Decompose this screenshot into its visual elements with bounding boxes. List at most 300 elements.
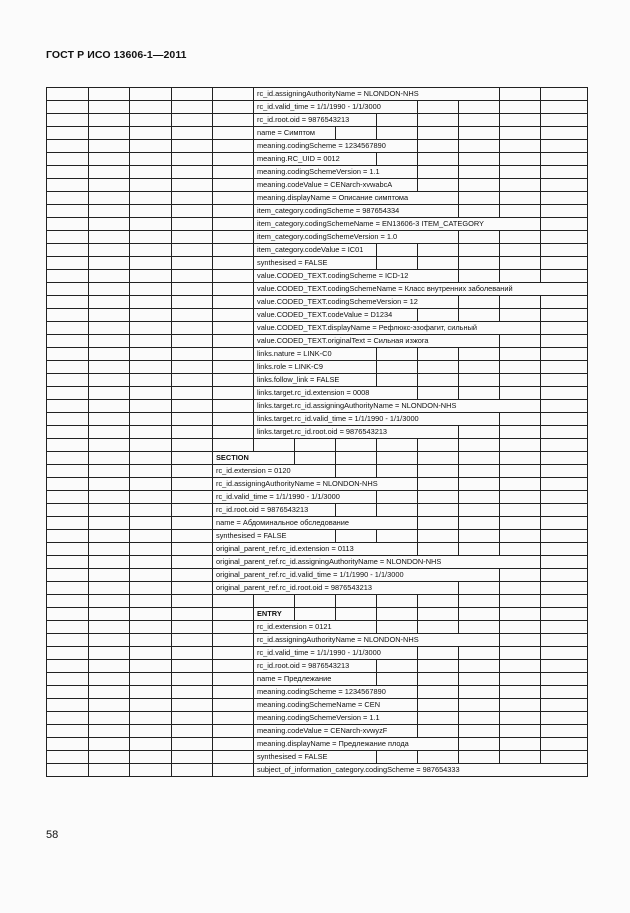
empty-cell — [130, 192, 172, 205]
empty-cell — [172, 205, 213, 218]
attribute-cell — [254, 685, 418, 698]
cell-text: links.target.rc_id.extension = 0008 — [257, 388, 370, 397]
empty-cell — [213, 205, 254, 218]
empty-cell — [172, 750, 213, 763]
empty-cell — [172, 413, 213, 426]
empty-cell — [130, 737, 172, 750]
table-row — [47, 205, 588, 218]
attribute-cell — [254, 179, 418, 192]
empty-cell — [130, 322, 172, 335]
table-row — [47, 361, 588, 374]
cell-text: meaning.codingScheme = 1234567890 — [257, 686, 386, 696]
empty-cell — [541, 464, 588, 477]
empty-cell — [47, 413, 89, 426]
data-table — [46, 87, 588, 777]
empty-cell — [377, 361, 418, 374]
empty-cell — [459, 153, 500, 166]
empty-cell — [47, 698, 89, 711]
empty-cell — [459, 724, 500, 737]
empty-cell — [418, 114, 459, 127]
empty-cell — [377, 529, 418, 542]
empty-cell — [89, 257, 130, 270]
empty-cell — [459, 127, 500, 140]
empty-cell — [541, 737, 588, 750]
empty-cell — [172, 633, 213, 646]
cell-text: links.target.rc_id.valid_time = 1/1/1990 - 1/1/3000 — [257, 414, 419, 423]
empty-cell — [541, 516, 588, 529]
empty-cell — [213, 711, 254, 724]
empty-cell — [47, 685, 89, 698]
empty-cell — [418, 166, 459, 179]
empty-cell — [541, 659, 588, 672]
empty-cell — [541, 114, 588, 127]
empty-cell — [213, 633, 254, 646]
empty-cell — [541, 594, 588, 607]
empty-cell — [130, 101, 172, 114]
table-row — [47, 568, 588, 581]
empty-cell — [172, 672, 213, 685]
empty-cell — [172, 426, 213, 439]
empty-cell — [459, 581, 500, 594]
table-row — [47, 309, 588, 322]
empty-cell — [130, 464, 172, 477]
table-row — [47, 490, 588, 503]
empty-cell — [89, 737, 130, 750]
empty-cell — [47, 218, 89, 231]
empty-cell — [500, 335, 541, 348]
empty-cell — [89, 685, 130, 698]
empty-cell — [130, 620, 172, 633]
empty-cell — [500, 633, 541, 646]
cell-text: value.CODED_TEXT.displayName = Рефлюкс-эзофагит, сильный — [257, 323, 478, 332]
empty-cell — [459, 685, 500, 698]
table-row — [47, 179, 588, 192]
empty-cell — [89, 763, 130, 776]
empty-cell — [541, 672, 588, 685]
empty-cell — [459, 594, 500, 607]
table-row — [47, 659, 588, 672]
empty-cell — [130, 166, 172, 179]
empty-cell — [47, 477, 89, 490]
cell-text: synthesised = FALSE — [257, 258, 328, 267]
empty-cell — [500, 257, 541, 270]
table-body — [47, 88, 588, 777]
empty-cell — [213, 750, 254, 763]
cell-text: rc_id.extension = 0120 — [216, 465, 291, 475]
empty-cell — [500, 620, 541, 633]
empty-cell — [459, 737, 500, 750]
empty-cell — [47, 101, 89, 114]
empty-cell — [47, 737, 89, 750]
attribute-cell — [213, 503, 336, 516]
cell-text: ENTRY — [257, 608, 282, 618]
empty-cell — [541, 607, 588, 620]
empty-cell — [47, 374, 89, 387]
attribute-cell — [254, 114, 377, 127]
empty-cell — [130, 503, 172, 516]
empty-cell — [172, 218, 213, 231]
empty-cell — [89, 581, 130, 594]
empty-cell — [500, 516, 541, 529]
empty-cell — [172, 348, 213, 361]
empty-cell — [418, 698, 459, 711]
empty-cell — [541, 711, 588, 724]
empty-cell — [500, 205, 541, 218]
empty-cell — [130, 114, 172, 127]
cell-text: rc_id.root.oid = 9876543213 — [216, 504, 309, 514]
cell-text: name = Абдоминальное обследование — [216, 517, 349, 527]
attribute-cell — [254, 101, 418, 114]
empty-cell — [418, 127, 459, 140]
cell-text: links.role = LINK-C9 — [257, 362, 323, 371]
empty-cell — [541, 270, 588, 283]
table-row — [47, 153, 588, 166]
empty-cell — [172, 542, 213, 555]
empty-cell — [541, 257, 588, 270]
attribute-cell — [213, 568, 500, 581]
empty-cell — [418, 594, 459, 607]
empty-cell — [89, 724, 130, 737]
empty-cell — [500, 477, 541, 490]
empty-cell — [541, 620, 588, 633]
empty-cell — [89, 309, 130, 322]
cell-text: original_parent_ref.rc_id.valid_time = 1/1/1990 - 1/1/3000 — [216, 569, 404, 579]
empty-cell — [500, 101, 541, 114]
table-row — [47, 400, 588, 413]
attribute-cell — [254, 231, 459, 244]
empty-cell — [213, 335, 254, 348]
empty-cell — [459, 542, 500, 555]
attribute-cell — [213, 529, 336, 542]
empty-cell — [500, 581, 541, 594]
empty-cell — [459, 503, 500, 516]
table-row — [47, 750, 588, 763]
empty-cell — [172, 724, 213, 737]
empty-cell — [47, 633, 89, 646]
empty-cell — [500, 296, 541, 309]
empty-cell — [541, 166, 588, 179]
empty-cell — [459, 698, 500, 711]
cell-text: meaning.codingScheme = 1234567890 — [257, 141, 386, 150]
table-row — [47, 322, 588, 335]
empty-cell — [130, 283, 172, 296]
table-row — [47, 633, 588, 646]
empty-cell — [130, 451, 172, 464]
empty-cell — [89, 607, 130, 620]
empty-cell — [459, 464, 500, 477]
empty-cell — [213, 322, 254, 335]
empty-cell — [47, 88, 89, 101]
empty-cell — [213, 283, 254, 296]
empty-cell — [213, 192, 254, 205]
empty-cell — [47, 283, 89, 296]
empty-cell — [377, 451, 418, 464]
empty-cell — [541, 244, 588, 257]
table-row — [47, 516, 588, 529]
empty-cell — [418, 374, 459, 387]
table-row — [47, 244, 588, 257]
empty-cell — [89, 270, 130, 283]
empty-cell — [418, 620, 459, 633]
empty-cell — [130, 400, 172, 413]
empty-cell — [418, 153, 459, 166]
empty-cell — [172, 503, 213, 516]
empty-cell — [130, 659, 172, 672]
attribute-cell — [254, 335, 500, 348]
attribute-cell — [254, 413, 500, 426]
empty-cell — [377, 127, 418, 140]
empty-cell — [500, 529, 541, 542]
empty-cell — [130, 568, 172, 581]
empty-cell — [130, 361, 172, 374]
empty-cell — [500, 374, 541, 387]
empty-cell — [130, 140, 172, 153]
empty-cell — [130, 348, 172, 361]
table-row — [47, 529, 588, 542]
table-row — [47, 101, 588, 114]
empty-cell — [213, 309, 254, 322]
attribute-cell — [254, 711, 418, 724]
empty-cell — [500, 685, 541, 698]
attribute-cell — [254, 426, 459, 439]
empty-cell — [47, 205, 89, 218]
table-row — [47, 426, 588, 439]
empty-cell — [500, 127, 541, 140]
empty-cell — [172, 114, 213, 127]
empty-cell — [47, 361, 89, 374]
empty-cell — [500, 387, 541, 400]
empty-cell — [500, 503, 541, 516]
empty-cell — [89, 464, 130, 477]
table-row — [47, 283, 588, 296]
empty-cell — [172, 659, 213, 672]
empty-cell — [172, 763, 213, 776]
empty-cell — [377, 244, 418, 257]
table-row — [47, 439, 588, 452]
empty-cell — [459, 607, 500, 620]
empty-cell — [459, 231, 500, 244]
empty-cell — [172, 335, 213, 348]
empty-cell — [500, 439, 541, 452]
empty-cell — [130, 426, 172, 439]
table-row — [47, 166, 588, 179]
empty-cell — [172, 283, 213, 296]
empty-cell — [541, 88, 588, 101]
empty-cell — [418, 529, 459, 542]
empty-cell — [377, 750, 418, 763]
empty-cell — [418, 361, 459, 374]
attribute-cell — [254, 387, 418, 400]
empty-cell — [130, 477, 172, 490]
empty-cell — [377, 607, 418, 620]
empty-cell — [130, 387, 172, 400]
empty-cell — [172, 244, 213, 257]
cell-text: rc_id.assigningAuthorityName = NLONDON-NHS — [257, 89, 419, 98]
table-row — [47, 387, 588, 400]
empty-cell — [336, 594, 377, 607]
empty-cell — [89, 361, 130, 374]
cell-text: synthesised = FALSE — [216, 530, 287, 540]
empty-cell — [172, 620, 213, 633]
empty-cell — [459, 374, 500, 387]
empty-cell — [213, 101, 254, 114]
empty-cell — [89, 296, 130, 309]
empty-cell — [172, 127, 213, 140]
table-row — [47, 646, 588, 659]
empty-cell — [377, 374, 418, 387]
empty-cell — [213, 218, 254, 231]
empty-cell — [500, 244, 541, 257]
empty-cell — [418, 101, 459, 114]
cell-text: links.target.rc_id.assigningAuthorityName = NLONDON-NHS — [257, 401, 457, 410]
empty-cell — [541, 101, 588, 114]
attribute-cell — [254, 257, 377, 270]
table-row — [47, 672, 588, 685]
empty-cell — [89, 179, 130, 192]
attribute-cell — [254, 620, 377, 633]
empty-cell — [213, 270, 254, 283]
table-row — [47, 114, 588, 127]
section-label — [213, 451, 295, 464]
empty-cell — [89, 698, 130, 711]
attribute-cell — [213, 477, 418, 490]
empty-cell — [459, 179, 500, 192]
empty-cell — [89, 244, 130, 257]
attribute-cell — [254, 309, 418, 322]
empty-cell — [213, 296, 254, 309]
empty-cell — [541, 439, 588, 452]
cell-text: meaning.RC_UID = 0012 — [257, 154, 340, 163]
empty-cell — [500, 114, 541, 127]
empty-cell — [459, 309, 500, 322]
empty-cell — [89, 153, 130, 166]
empty-cell — [541, 698, 588, 711]
empty-cell — [89, 335, 130, 348]
cell-text: rc_id.assigningAuthorityName = NLONDON-NHS — [216, 478, 378, 488]
empty-cell — [500, 361, 541, 374]
cell-text: meaning.codingSchemeName = CEN — [257, 699, 381, 709]
empty-cell — [130, 516, 172, 529]
empty-cell — [172, 594, 213, 607]
cell-text: value.CODED_TEXT.codingScheme = ICD-12 — [257, 271, 409, 280]
empty-cell — [459, 516, 500, 529]
empty-cell — [47, 646, 89, 659]
empty-cell — [213, 244, 254, 257]
empty-cell — [130, 127, 172, 140]
empty-cell — [459, 244, 500, 257]
empty-cell — [213, 231, 254, 244]
empty-cell — [377, 659, 418, 672]
empty-cell — [541, 140, 588, 153]
attribute-cell — [254, 672, 377, 685]
empty-cell — [47, 503, 89, 516]
cell-text: meaning.displayName = Предлежание плода — [257, 738, 409, 748]
attribute-cell — [254, 153, 377, 166]
empty-cell — [47, 724, 89, 737]
attribute-cell — [254, 140, 418, 153]
empty-cell — [541, 503, 588, 516]
empty-cell — [459, 646, 500, 659]
table-row — [47, 464, 588, 477]
cell-text: meaning.codeValue = CENarch-xvwyzF — [257, 725, 388, 735]
empty-cell — [541, 490, 588, 503]
empty-cell — [130, 179, 172, 192]
empty-cell — [500, 179, 541, 192]
empty-cell — [130, 750, 172, 763]
empty-cell — [213, 724, 254, 737]
empty-cell — [377, 503, 418, 516]
empty-cell — [47, 309, 89, 322]
empty-cell — [130, 763, 172, 776]
empty-cell — [418, 451, 459, 464]
empty-cell — [130, 607, 172, 620]
empty-cell — [500, 490, 541, 503]
empty-cell — [172, 555, 213, 568]
empty-cell — [500, 166, 541, 179]
empty-cell — [500, 231, 541, 244]
empty-cell — [541, 179, 588, 192]
empty-cell — [213, 439, 254, 452]
empty-cell — [295, 594, 336, 607]
attribute-cell — [213, 542, 418, 555]
empty-cell — [459, 451, 500, 464]
empty-cell — [459, 477, 500, 490]
empty-cell — [418, 257, 459, 270]
empty-cell — [500, 451, 541, 464]
empty-cell — [47, 750, 89, 763]
table-row — [47, 231, 588, 244]
cell-text: SECTION — [216, 452, 249, 462]
empty-cell — [172, 140, 213, 153]
empty-cell — [541, 309, 588, 322]
empty-cell — [47, 322, 89, 335]
empty-cell — [89, 646, 130, 659]
empty-cell — [541, 192, 588, 205]
cell-text: links.nature = LINK-C0 — [257, 349, 332, 358]
empty-cell — [130, 205, 172, 218]
empty-cell — [130, 296, 172, 309]
empty-cell — [172, 270, 213, 283]
attribute-cell — [254, 348, 377, 361]
empty-cell — [541, 374, 588, 387]
empty-cell — [130, 724, 172, 737]
empty-cell — [130, 88, 172, 101]
empty-cell — [213, 659, 254, 672]
empty-cell — [541, 127, 588, 140]
empty-cell — [418, 659, 459, 672]
empty-cell — [500, 464, 541, 477]
empty-cell — [172, 257, 213, 270]
empty-cell — [500, 737, 541, 750]
empty-cell — [89, 516, 130, 529]
page-number: 58 — [46, 829, 59, 841]
empty-cell — [130, 244, 172, 257]
empty-cell — [541, 205, 588, 218]
empty-cell — [89, 568, 130, 581]
empty-cell — [541, 400, 588, 413]
attribute-cell — [254, 646, 418, 659]
cell-text: item_category.codingSchemeVersion = 1.0 — [257, 232, 398, 241]
empty-cell — [336, 451, 377, 464]
cell-text: item_category.codingScheme = 987654334 — [257, 206, 400, 215]
empty-cell — [213, 672, 254, 685]
cell-text: meaning.codeValue = CENarch-xvwabcA — [257, 180, 393, 189]
empty-cell — [500, 88, 541, 101]
empty-cell — [418, 672, 459, 685]
empty-cell — [130, 270, 172, 283]
empty-cell — [130, 633, 172, 646]
attribute-cell — [254, 205, 459, 218]
